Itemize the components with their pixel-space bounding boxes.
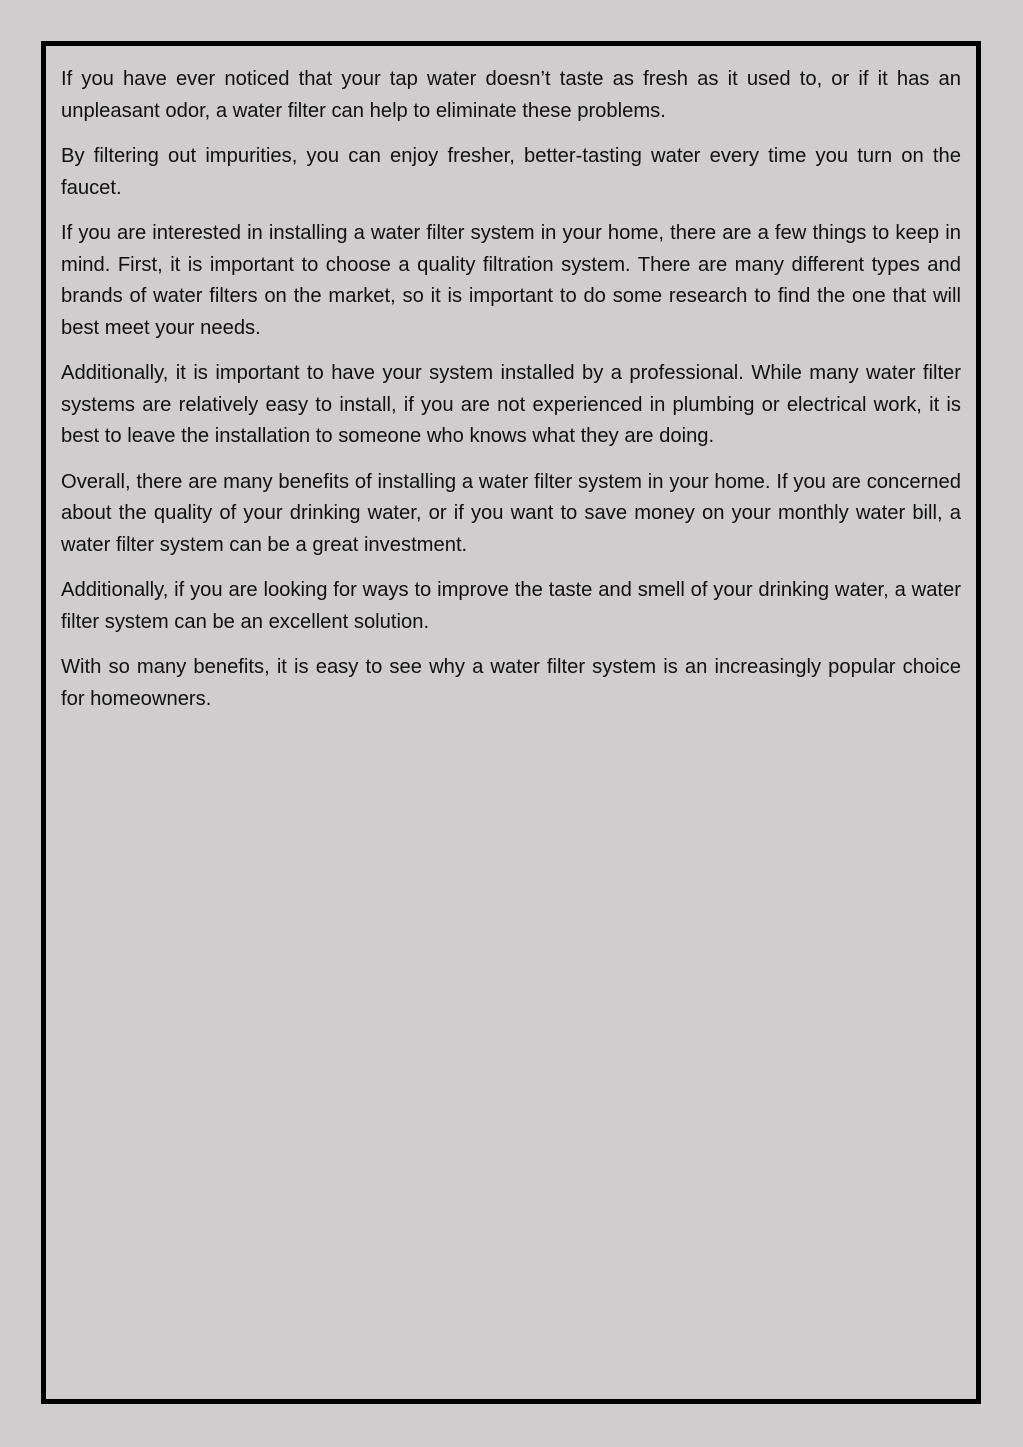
paragraph: Additionally, it is important to have your system installed by a professional. While many water filter systems are relatively easy to install, if you are not experienced in plumbing or electrical work, it is best to leave the installation to someone who knows what they are doing. [61,362,961,447]
paragraph: If you have ever noticed that your tap water doesn’t taste as fresh as it used to, or if it has an unpleasant odor, a water filter can help to eliminate these problems. [61,68,961,122]
paragraph: By filtering out impurities, you can enjoy fresher, better-tasting water every time you turn on the faucet. [61,145,961,199]
paragraph: If you are interested in installing a water filter system in your home, there are a few things to keep in mind. First, it is important to choose a quality filtration system. There are many different types and brands of water filters on the market, so it is important to do some research to find the one that will best meet your needs. [61,222,961,339]
paragraph: With so many benefits, it is easy to see why a water filter system is an increasingly popular choice for homeowners. [61,656,961,710]
paragraph: Overall, there are many benefits of installing a water filter system in your home. If you are concerned about the quality of your drinking water, or if you want to save money on your monthly water bill, a water filter system can be a great investment. [61,470,961,556]
paragraph: Additionally, if you are looking for ways to improve the taste and smell of your drinking water, a water filter system can be an excellent solution. [61,579,961,633]
document-page-frame [41,41,981,1404]
document-body [61,64,961,729]
